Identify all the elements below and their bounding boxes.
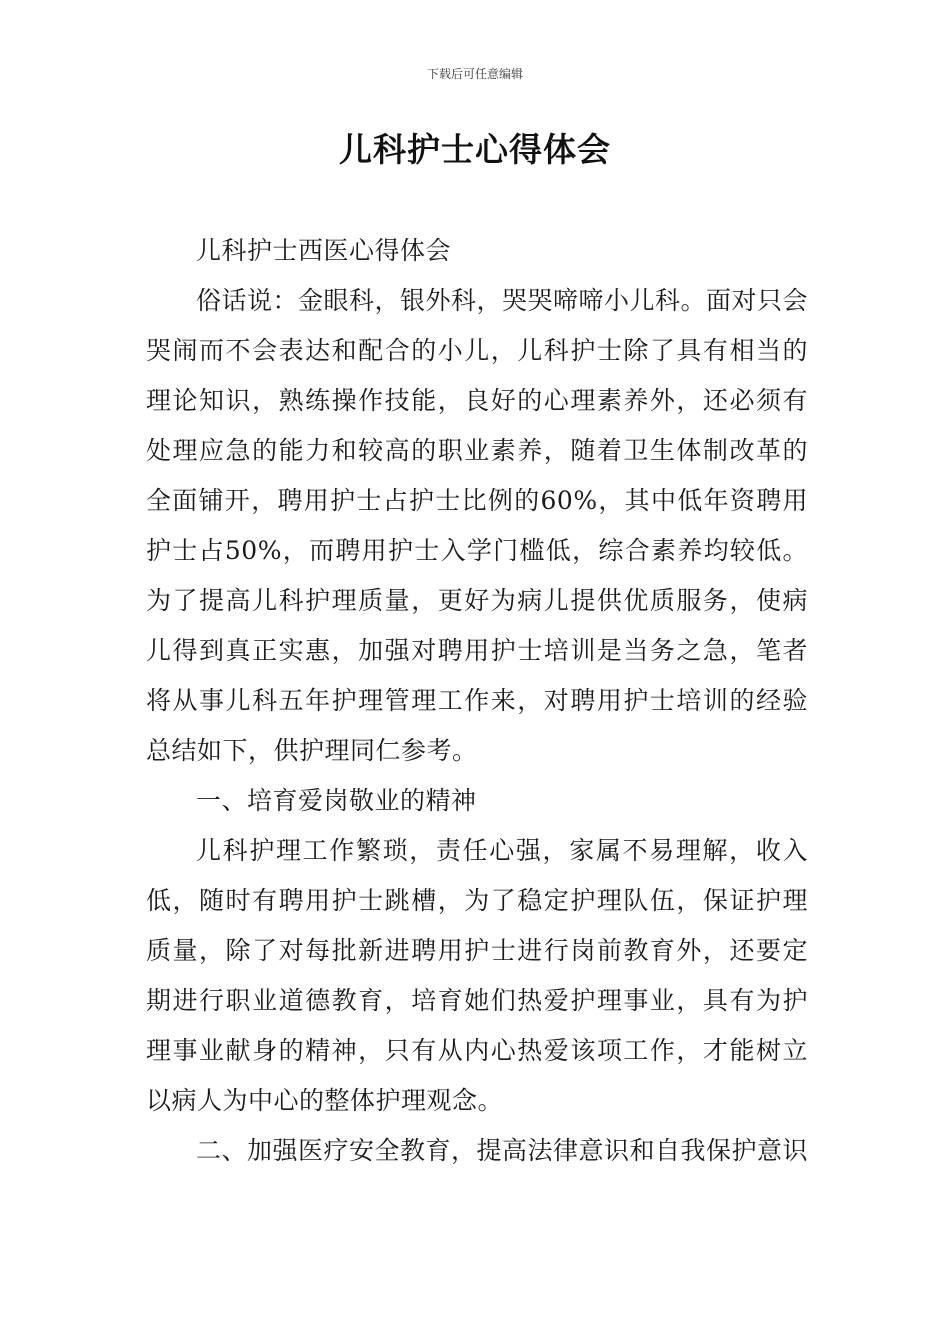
section-heading-1: 一、培育爱岗敬业的精神 xyxy=(196,786,477,815)
paragraph-intro: 俗话说：金眼科，银外科，哭哭啼啼小儿科。面对只会哭闹而不会表达和配合的小儿，儿科护士除了具有相当的理论知识，熟练操作技能，良好的心理素养外，还必须有处理应急的能力和较高的职业素养，随着卫生体制改革的全面铺开，聘用护士占护士比例的60%，其中低年资聘用护士占50%，而聘用护士入学门槛低，综合素养均较低。为了提高儿科护理质量，更好为病儿提供优质服务，使病儿得到真正实惠，加强对聘用护士培训是当务之急，笔者将从事儿科五年护理管理工作来，对聘用护士培训的经验总结如下，供护理同仁参考。 xyxy=(146,286,809,765)
section-heading-2: 二、加强医疗安全教育，提高法律意识和自我保护意识 xyxy=(196,1136,809,1165)
paragraph-section-1: 儿科护理工作繁琐，责任心强，家属不易理解，收入低，随时有聘用护士跳槽，为了稳定护理队伍，保证护理质量，除了对每批新进聘用护士进行岗前教育外，还要定期进行职业道德教育，培育她们热爱护理事业，具有为护理事业献身的精神，只有从内心热爱该项工作，才能树立以病人为中心的整体护理观念。 xyxy=(146,836,808,1115)
document-body xyxy=(146,226,808,1176)
header-note: 下载后可任意编辑 xyxy=(426,67,523,81)
document-title: 儿科护士心得体会 xyxy=(339,130,611,169)
paragraph-subtitle: 儿科护士西医心得体会 xyxy=(196,236,452,265)
